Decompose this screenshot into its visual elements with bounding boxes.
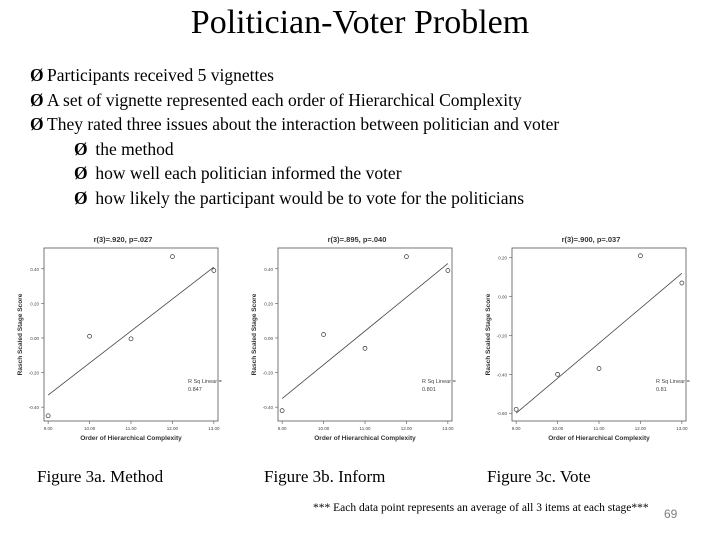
y-tick-label: 0.00	[498, 294, 507, 300]
y-tick-label: -0.20	[28, 370, 39, 376]
chart-title: r(3)=.895, p=.040	[327, 235, 387, 244]
x-axis-label: Order of Hierarchical Complexity	[80, 435, 182, 442]
y-axis-label: Rasch Scaled Stage Score	[251, 293, 258, 376]
bullet-arrow-icon: Ø	[74, 138, 88, 159]
y-tick-label: 0.00	[264, 335, 273, 341]
data-point	[280, 409, 284, 413]
footnote: *** Each data point represents an average of all 3 items at each stage***	[313, 502, 649, 514]
y-tick-label: -0.20	[262, 370, 273, 376]
x-tick-label: 11.00	[593, 426, 605, 431]
bullet-list	[30, 63, 559, 210]
data-point	[514, 407, 518, 411]
bullet-text: They rated three issues about the interaction between politician and voter	[47, 114, 560, 134]
y-tick-label: 0.20	[498, 255, 507, 261]
bullet-item	[30, 112, 559, 137]
sub-bullet-text: how likely the participant would be to vote for the politicians	[95, 187, 525, 208]
y-tick-label: -0.40	[262, 405, 273, 411]
x-tick-label: 13.00	[442, 426, 454, 431]
plot-frame	[44, 248, 218, 421]
x-tick-label: 9.00	[511, 426, 521, 431]
figure-caption-method: Figure 3a. Method	[37, 467, 164, 486]
bullet-item	[30, 63, 559, 88]
x-tick-label: 11.00	[125, 426, 137, 431]
x-tick-label: 12.00	[166, 426, 179, 431]
x-tick-label: 12.00	[400, 426, 413, 431]
r-squared-value: 0.81	[656, 387, 667, 393]
bullet-arrow-icon: Ø	[30, 114, 44, 134]
sub-bullet-item	[30, 161, 559, 186]
x-tick-label: 9.00	[43, 426, 53, 431]
r-squared-label: R Sq Linear =	[656, 379, 690, 385]
chart-svg	[244, 228, 462, 444]
x-tick-label: 9.00	[277, 426, 287, 431]
data-point	[446, 268, 450, 272]
sub-bullet-item	[30, 137, 559, 162]
data-point	[129, 337, 133, 341]
y-tick-label: -0.20	[496, 333, 507, 339]
y-tick-label: -0.40	[496, 372, 507, 378]
x-axis-label: Order of Hierarchical Complexity	[548, 435, 650, 442]
data-point	[597, 367, 601, 371]
data-point	[404, 255, 408, 259]
r-squared-value: 0.801	[422, 387, 436, 393]
plot-frame	[278, 248, 452, 421]
sub-bullet-item	[30, 186, 559, 211]
chart-title: r(3)=.900, p=.037	[561, 235, 621, 244]
chart-svg	[10, 228, 228, 444]
y-tick-label: 0.20	[30, 301, 39, 307]
x-tick-label: 12.00	[634, 426, 647, 431]
data-point	[680, 281, 684, 285]
r-squared-label: R Sq Linear =	[422, 379, 456, 385]
bullet-text: Participants received 5 vignettes	[47, 65, 274, 85]
scatter-chart-vote	[478, 228, 696, 444]
r-squared-value: 0.847	[188, 387, 202, 393]
bullet-arrow-icon: Ø	[74, 163, 88, 183]
data-point	[170, 255, 174, 259]
x-tick-label: 13.00	[208, 426, 220, 431]
x-tick-label: 10.00	[317, 426, 330, 431]
bullet-arrow-icon: Ø	[74, 187, 88, 208]
data-point	[556, 372, 560, 376]
y-tick-label: 0.40	[264, 266, 273, 272]
sub-bullet-text: the method	[95, 138, 174, 159]
data-point	[638, 254, 642, 258]
data-point	[88, 334, 92, 338]
y-axis-label: Rasch Scaled Stage Score	[17, 293, 24, 376]
sub-bullet-text: how well each politician informed the voter	[95, 163, 402, 183]
y-tick-label: 0.00	[30, 335, 39, 341]
scatter-chart-method	[10, 228, 228, 444]
chart-svg	[478, 228, 696, 444]
page-number: 69	[664, 507, 678, 521]
x-tick-label: 10.00	[83, 426, 96, 431]
y-axis-label: Rasch Scaled Stage Score	[485, 293, 492, 376]
y-tick-label: 0.20	[264, 301, 273, 307]
x-tick-label: 11.00	[359, 426, 371, 431]
scatter-chart-inform	[244, 228, 462, 444]
x-tick-label: 13.00	[676, 426, 688, 431]
slide-title: Politician-Voter Problem	[190, 4, 530, 41]
figure-caption-vote: Figure 3c. Vote	[487, 467, 591, 486]
bullet-arrow-icon: Ø	[30, 89, 44, 110]
data-point	[46, 414, 50, 418]
y-tick-label: 0.40	[30, 266, 39, 272]
r-squared-label: R Sq Linear =	[188, 379, 222, 385]
x-tick-label: 10.00	[551, 426, 564, 431]
data-point	[363, 346, 367, 350]
data-point	[212, 268, 216, 272]
figure-caption-inform: Figure 3b. Inform	[264, 467, 386, 486]
y-tick-label: -0.40	[28, 405, 39, 411]
x-axis-label: Order of Hierarchical Complexity	[314, 435, 416, 442]
y-tick-label: -0.60	[496, 411, 507, 417]
data-point	[322, 333, 326, 337]
bullet-item	[30, 88, 559, 113]
bullet-text: A set of vignette represented each order of Hierarchical Complexity	[47, 89, 522, 110]
bullet-arrow-icon: Ø	[30, 65, 44, 85]
chart-title: r(3)=.920, p=.027	[93, 235, 153, 244]
